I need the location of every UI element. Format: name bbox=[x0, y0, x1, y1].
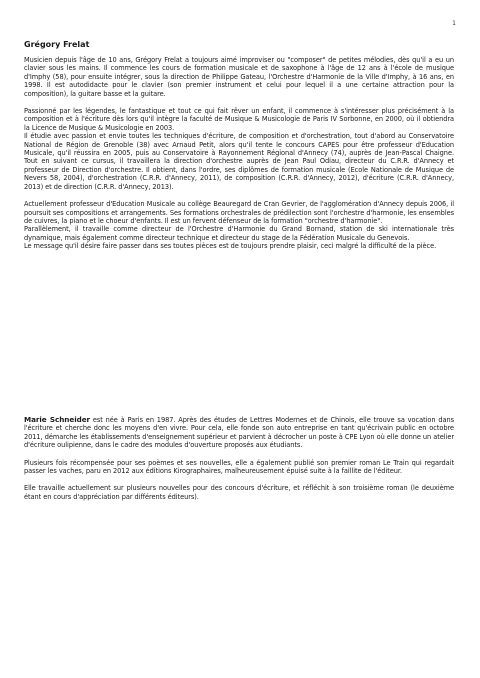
paragraph: Plusieurs fois récompensée pour ses poèmes et ses nouvelles, elle a également publié son premier roman Le Train qui regardait passer les vaches, paru en 2012 aux éditions Kirographaires, malheureusement épuisé suite à la faillite de l'éditeur. bbox=[24, 458, 454, 476]
biography-marie-schneider bbox=[24, 416, 454, 510]
paragraph: Passionné par les légendes, le fantastique et tout ce qui fait rêver un enfant, il commence à s'intéresser plus précisément à la composition et à l'écriture dès lors qu'il intègre la faculté de Musique & Musicologie de Paris IV Sorbonne, en 2000, où il obtiendra la Licence de Musique & Musicologie en 2003. bbox=[24, 107, 454, 132]
paragraph: Actuellement professeur d'Education Musicale au collège Beauregard de Cran Gevrier, de l'agglomération d'Annecy depuis 2006, il poursuit ses compositions et arrangements. Ses formations orchestrales de prédilection sont l'orchestre d'harmonie, les ensembles de cuivres, la piano et le choeur d'enfants. Il est un fervent défenseur de la formation "orchestre d'harmonie". bbox=[24, 200, 454, 225]
biography-gregory-frelat bbox=[24, 40, 454, 260]
intro-text: est née à Paris en 1987. Après des études de Lettres Modernes et de Chinois, elle trouve sa vocation dans l'écriture et cherche donc les moyens d'en vivre. Pour cela, elle fonde son auto entreprise en tant qu'écrivain public en octobre 2011, démarche les établissements d'enseignement supérieur et parvient à décrocher un poste à CPE Lyon où elle donne un atelier d'écriture oulipienne, dans le cadre des modules d'ouverture proposés aux étudiants. bbox=[24, 416, 454, 450]
paragraph: Elle travaille actuellement sur plusieurs nouvelles pour des concours d'écriture, et réfléchit à son troisième roman (le deuxième étant en cours d'appréciation par différents éditeurs). bbox=[24, 484, 454, 501]
paragraph-intro bbox=[24, 416, 454, 450]
page-number: 1 bbox=[452, 20, 456, 27]
paragraph: Le message qu'il désire faire passer dans ses toutes pièces est de toujours prendre plaisir, ceci malgré la difficulté de la pièce. bbox=[24, 242, 437, 251]
paragraph: Musicien depuis l'âge de 10 ans, Grégory Frelat a toujours aimé improviser ou "composer" de petites mélodies, dès qu'il a eu un clavier sous les mains. Il commence les cours de formation musicale et de saxophone à l'âge de 12 ans à l'école de musique d'Imphy (58), pour ensuite intégrer, sous la direction de Philippe Gateau, l'Orchestre d'Harmonie de la Ville d'Imphy, à 16 ans, en 1998. Il est autodidacte pour le clavier (son premier instrument et celui pour lequel il a une certaine attraction pour la composition), la guitare basse et la guitare. bbox=[24, 56, 454, 98]
paragraph: Parallèlement, il travaille comme directeur de l'Orchestre d'Harmonie du Grand Bornand, station de ski internationale très dynamique, mais également comme directeur technique et directeur du stage de la Fédération Musicale du Genevois. bbox=[24, 225, 454, 242]
author-name: Marie Schneider bbox=[24, 415, 91, 424]
section-title: Grégory Frelat bbox=[24, 40, 90, 49]
paragraph: Il étudie avec passion et envie toutes les techniques d'écriture, de composition et d'orchestration, tout d'abord au Conservatoire National de Région de Grenoble (38) avec Arnaud Petit, alors qu'il tente le concours CAPES pour être professeur d'Education Musicale, qu'il réussira en 2005, puis au Conservatoire à Rayonnement Régional d'Annecy (74), auprès de Jean-Pascal Chaigne. Tout en suivant ce cursus, il travaillera la direction d'orchestre auprès de Jean Paul Odiau, directeur du C.R.R. d'Annecy et professeur de Direction d'orchestre. Il obtient, dans l'ordre, ses diplômes de formation musicale (Ecole Nationale de Musique de Nevers 58, 2004), d'orchestration (C.R.R. d'Annecy, 2011), de composition (C.R.R. d'Annecy, 2012), d'écriture (C.R.R. d'Annecy, 2013) et de direction (C.R.R. d'Annecy, 2013). bbox=[24, 132, 454, 191]
